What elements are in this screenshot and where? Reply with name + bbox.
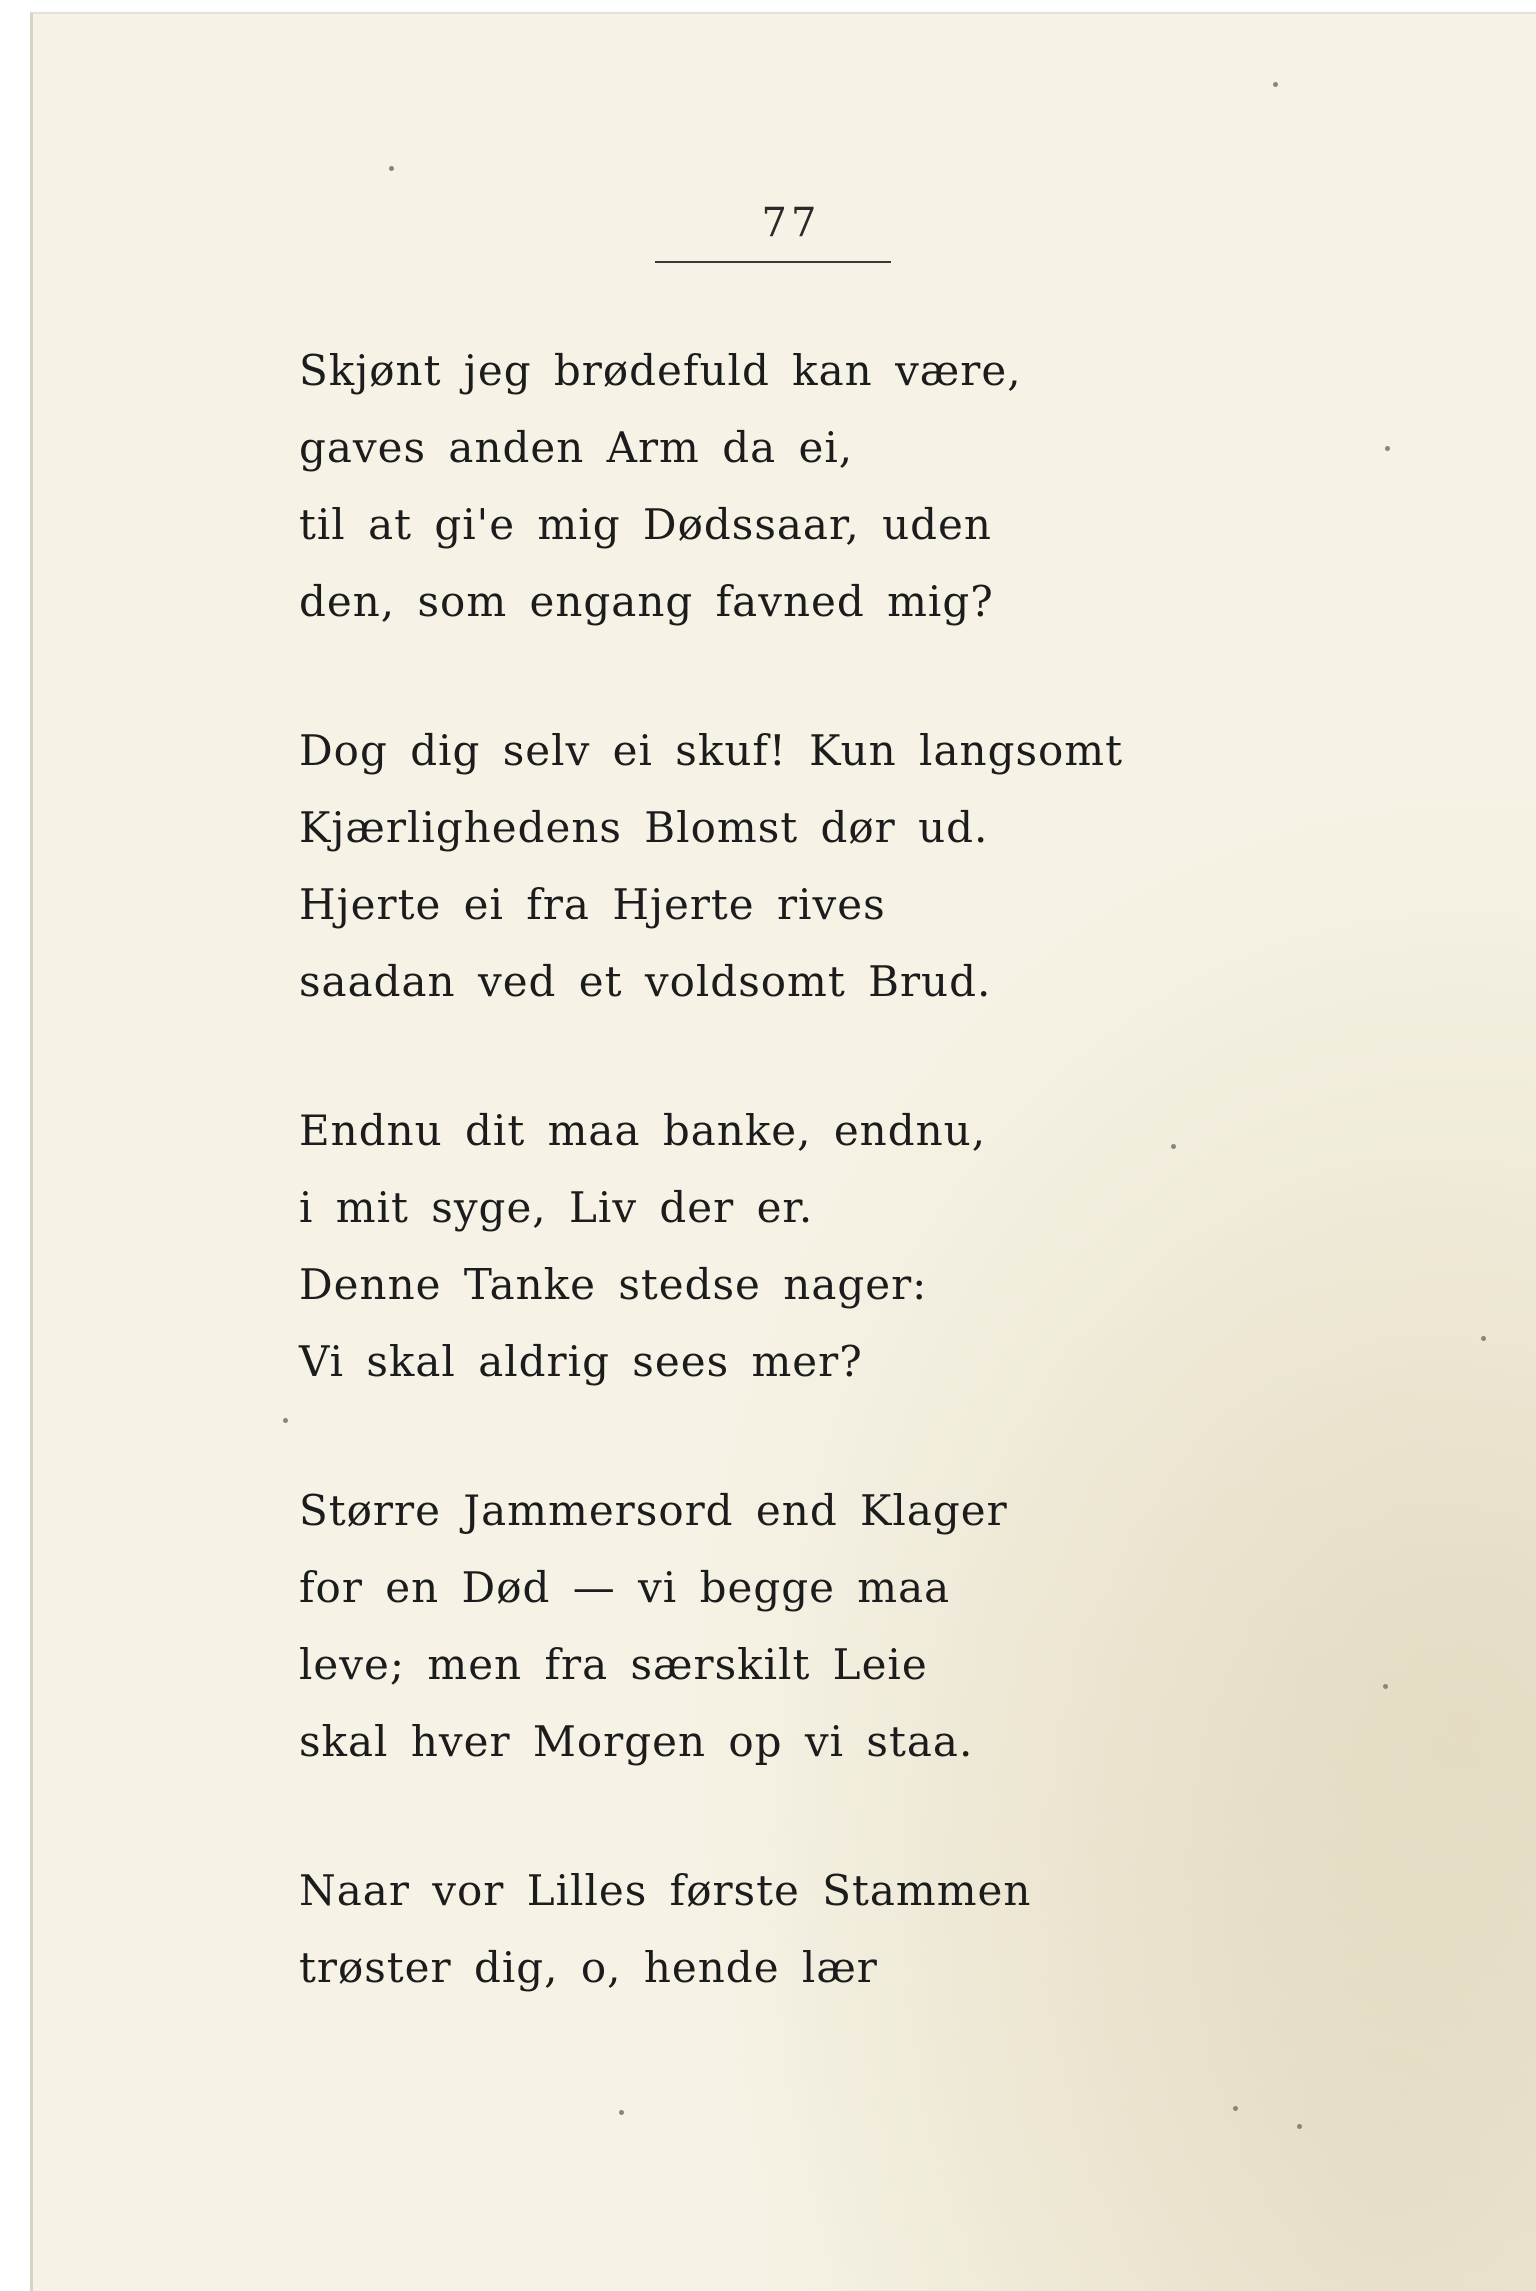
paper-speck	[1383, 1684, 1388, 1689]
stanza-3	[299, 1092, 1123, 1400]
poem-text	[299, 332, 1123, 2078]
poem-line: i mit syge, Liv der er.	[299, 1183, 814, 1232]
poem-line: trøster dig, o, hende lær	[299, 1943, 878, 1992]
paper-speck	[1385, 446, 1390, 451]
poem-line: til at gi'e mig Dødssaar, uden	[299, 500, 992, 549]
poem-line: Skjønt jeg brødefuld kan være,	[299, 346, 1022, 395]
paper-speck	[1171, 1144, 1176, 1149]
paper-speck	[283, 1418, 288, 1423]
poem-line: Endnu dit maa banke, endnu,	[299, 1106, 987, 1155]
stanza-5	[299, 1852, 1123, 2006]
stanza-2	[299, 712, 1123, 1020]
stanza-1	[299, 332, 1123, 640]
stanza-4	[299, 1472, 1123, 1780]
poem-line: Større Jammersord end Klager	[299, 1486, 1008, 1535]
paper-speck	[1233, 2106, 1238, 2111]
paper-speck	[1273, 82, 1278, 87]
book-page	[30, 12, 1536, 2291]
poem-line: Dog dig selv ei skuf! Kun langsomt	[299, 726, 1123, 775]
paper-speck	[619, 2110, 624, 2115]
poem-line: den, som engang favned mig?	[299, 577, 994, 626]
poem-line: Denne Tanke stedse nager:	[299, 1260, 928, 1309]
poem-line: leve; men fra særskilt Leie	[299, 1640, 928, 1689]
paper-speck	[1297, 2124, 1302, 2129]
paper-speck	[389, 166, 394, 171]
poem-line: Vi skal aldrig sees mer?	[299, 1337, 863, 1386]
poem-line: Kjærlighedens Blomst dør ud.	[299, 803, 989, 852]
poem-line: gaves anden Arm da ei,	[299, 423, 854, 472]
poem-line: saadan ved et voldsomt Brud.	[299, 957, 992, 1006]
page-number: 77	[761, 200, 821, 246]
poem-line: for en Død — vi begge maa	[299, 1563, 951, 1612]
paper-speck	[1481, 1336, 1486, 1341]
poem-line: Hjerte ei fra Hjerte rives	[299, 880, 886, 929]
poem-line: Naar vor Lilles første Stammen	[299, 1866, 1032, 1915]
header-rule	[655, 261, 891, 263]
poem-line: skal hver Morgen op vi staa.	[299, 1717, 974, 1766]
